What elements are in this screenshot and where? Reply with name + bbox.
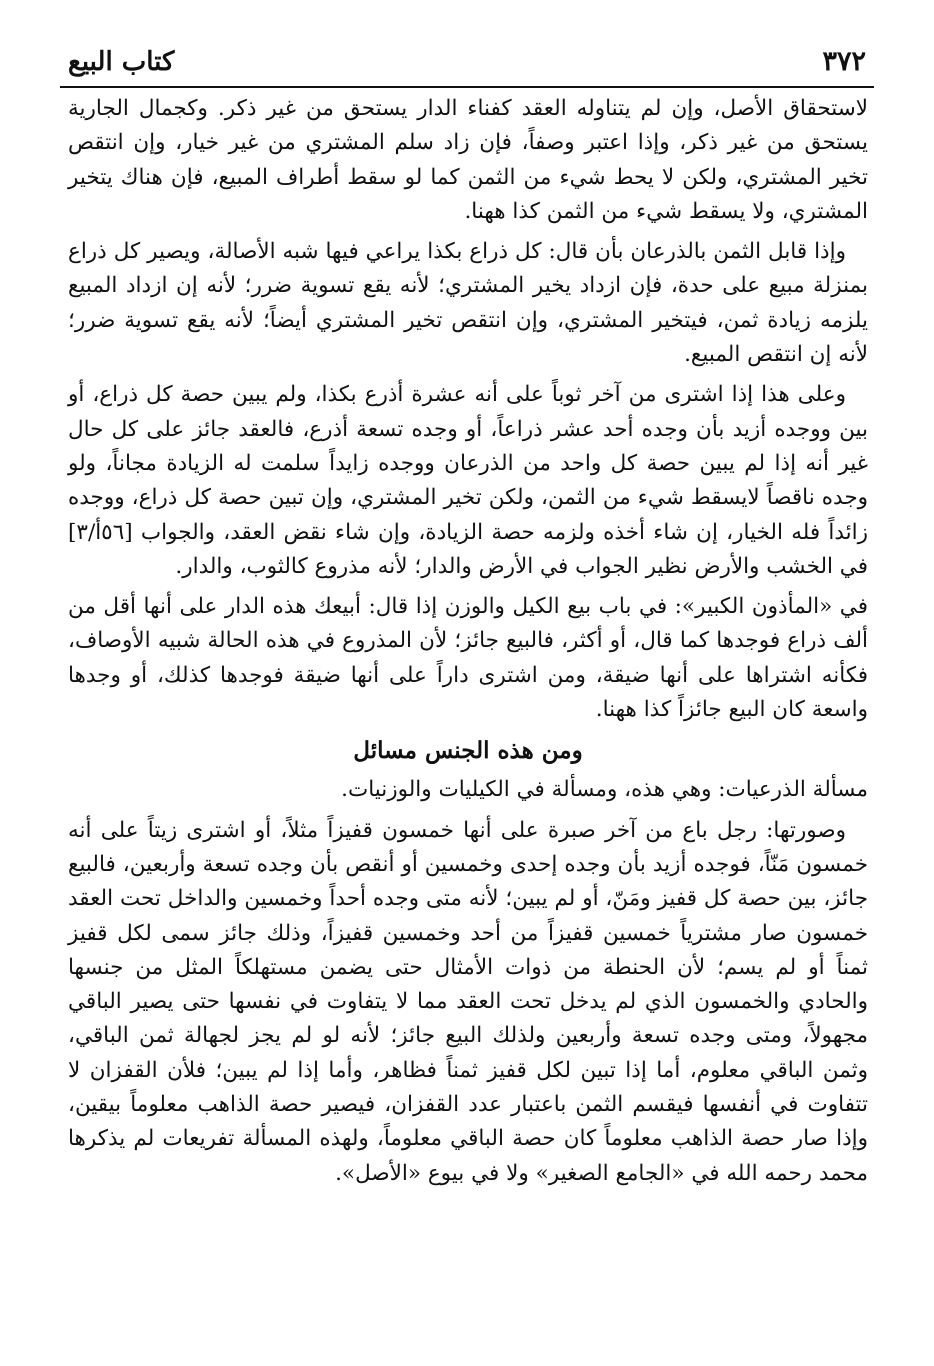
page-body — [68, 92, 868, 1197]
paragraph: وعلى هذا إذا اشترى من آخر ثوباً على أنه عشرة أذرع بكذا، ولم يبين حصة كل ذراع، أو بين ووجده أزيد بأن وجده أحد عشر ذراعاً، أو وجده تسعة أذرع، فالعقد جائز على كل حال غير أنه إذا لم يبين حصة كل واحد من الذرعان ووجده زايداً سلمت له الزيادة مجاناً، ولو وجده ناقصاً لايسقط شيء من الثمن، ولكن تخير المشتري، وإن تبين حصة كل ذراع، ووجده زائداً فله الخيار، إن شاء أخذه ولزمه حصة الزيادة، وإن شاء نقض العقد، والجواب [٥٦أ/٣] في الخشب والأرض نظير الجواب في الأرض والدار؛ لأنه مذروع كالثوب، والدار. — [68, 382, 868, 579]
paragraph: لاستحقاق الأصل، وإن لم يتناوله العقد كفناء الدار يستحق من غير ذكر. وكجمال الجارية يستحق من غير ذكر، وإذا اعتبر وصفاً، فإن زاد سلم المشتري من غير خيار، وإن انتقص تخير المشتري، ولكن لا يحط شيء من الثمن كما لو سقط أطراف المبيع، فإن هناك يتخير المشتري، ولا يسقط شيء من الثمن كذا ههنا. — [68, 96, 868, 224]
paragraph: مسألة الذرعيات: وهي هذه، ومسألة في الكيليات والوزنيات. — [341, 777, 868, 803]
header-rule — [60, 86, 874, 88]
page-number: ٣٧٢ — [822, 46, 866, 77]
paragraph: وإذا قابل الثمن بالذرعان بأن قال: كل ذراع بكذا يراعي فيها شبه الأصالة، ويصير كل ذراع بمنزلة مبيع على حدة، فإن ازداد يخير المشتري؛ لأنه يقع تسوية ضرر؛ لأنه إن ازداد المبيع يلزمه زيادة ثمن، فيتخير المشتري، وإن انتقص تخير المشتري أيضاً؛ لأنه يقع تسوية ضرر؛ لأنه إن انتقص المبيع. — [68, 239, 868, 368]
paragraph: في «المأذون الكبير»: في باب بيع الكيل والوزن إذا قال: أبيعك هذه الدار على أنها أقل من ألف ذراع فوجدها كما قال، أو أكثر، فالبيع جائز؛ لأن المذروع في هذه الحالة شبيه الأوصاف، فكأنه اشتراها على أنها ضيقة، ومن اشترى داراً على أنها ضيقة فوجدها كذلك، أو وجدها واسعة كان البيع جائزاً كذا ههنا. — [68, 594, 868, 723]
page-header — [60, 38, 874, 88]
paragraph: وصورتها: رجل باع من آخر صبرة على أنها خمسون قفيزاً مثلاً، أو اشترى زيتاً على أنه خمسون مَنّاً، فوجده أزيد بأن وجده إحدى وخمسين أو أنقص بأن وجده تسعة وأربعين، فالبيع جائز، بين حصة كل قفيز ومَنّ، أو لم يبين؛ لأنه متى وجده أحداً وخمسين والداخل تحت العقد خمسون صار مشترياً خمسين قفيزاً من أحد وخمسين قفيزاً، وذلك جائز سمى لكل قفيز ثمناً أو لم يسم؛ لأن الحنطة من ذوات الأمثال حتى يضمن مستهلكاً المثل من جنسها والحادي والخمسون الذي لم يدخل تحت العقد مما لا يتفاوت في نفسها حتى يصير الباقي مجهولاً، ومتى وجده تسعة وأربعين ولذلك البيع جائز؛ لأنه لو لم يجز لجهالة ثمن الباقي، وثمن الباقي معلوم، أما إذا تبين لكل قفيز ثمناً فظاهر، وأما إذا لم يبين؛ فلأن القفزان لا تتفاوت في أنفسها فيقسم الثمن باعتبار عدد القفزان، فيصير حصة الذاهب معلوماً بيقين، وإذا صار حصة الذاهب معلوماً كان حصة الباقي معلوماً، ولهذه المسألة تفريعات لم يذكرها محمد رحمه الله في «الجامع الصغير» ولا في بيوع «الأصل». — [68, 817, 868, 1186]
running-title: كتاب البيع — [68, 47, 175, 77]
section-heading: ومن هذه الجنس مسائل — [353, 737, 583, 765]
